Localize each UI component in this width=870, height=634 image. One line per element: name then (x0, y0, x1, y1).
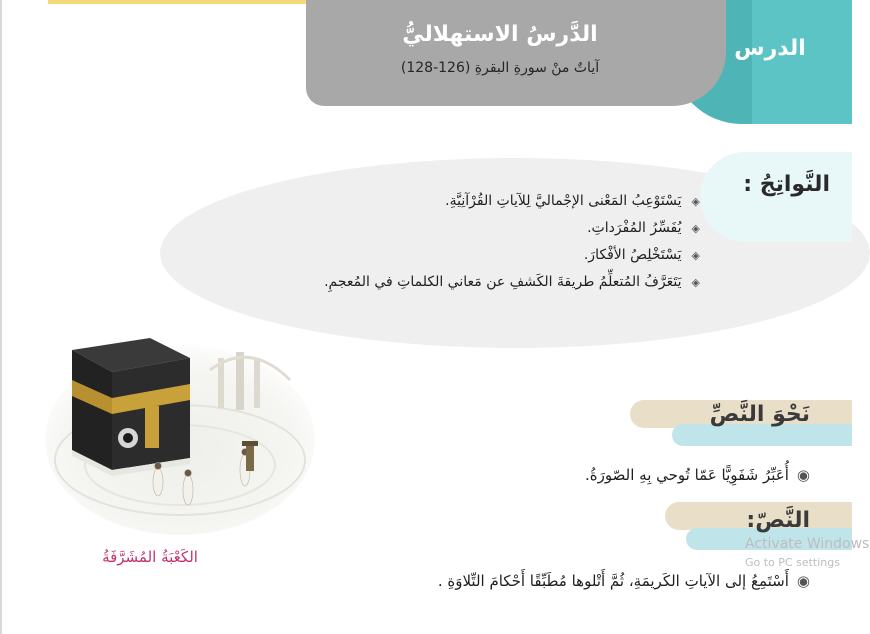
activate-windows-subtitle[interactable]: Go to PC settings (745, 556, 840, 569)
diamond-bullet-icon: ◈ (691, 249, 700, 262)
circle-bullet-icon: ◉ (796, 466, 810, 484)
outcome-text: يُفَسِّرُ المُفْرَداتِ. (587, 220, 682, 236)
lesson-banner (306, 0, 726, 106)
outcomes-title: النَّواتِجُ : (743, 172, 830, 197)
list-item (220, 215, 700, 242)
outcome-text: يَتَعَرَّفُ المُتعلِّمُ طريقةَ الكَشفِ عن مَعاني الكلماتِ في المُعجمِ. (324, 274, 682, 290)
section-title-text: النَّصّ: (746, 508, 810, 533)
diamond-bullet-icon: ◈ (691, 195, 700, 208)
outcome-text: يَسْتَوْعِبُ المَعْنى الإجْماليَّ لِلآياتِ القُرْآنِيَّةِ. (445, 193, 682, 209)
outcomes-list (220, 188, 700, 296)
toward-text-label: أُعَبِّرُ شَفَوِيًّا عَمّا تُوحي بِهِ الصّورَةُ. (585, 466, 789, 484)
text-listen-label: أَسْتَمِعُ إلى الآياتِ الكَريمَةِ، ثُمَّ أَتْلوها مُطَبِّقًا أَحْكامَ التِّلاوَةِ . (437, 572, 789, 590)
section-header-accent (672, 424, 852, 446)
kaaba-illustration (40, 310, 315, 540)
text-listen-item (300, 572, 810, 590)
section-title-toward-text: نَحْوَ النَّصِّ (709, 402, 810, 427)
toward-text-item (420, 466, 810, 484)
kaaba-image (40, 310, 315, 540)
outcome-text: يَسْتَخْلِصُ الأفْكارَ. (583, 247, 682, 263)
outcomes-tab (700, 152, 852, 242)
list-item (220, 188, 700, 215)
activate-windows-title[interactable]: Activate Windows (745, 536, 870, 552)
list-item (220, 242, 700, 269)
lesson-subtitle: آياتٌ منْ سورةِ البقرةِ (126-128) (400, 60, 600, 76)
lesson-title: الدَّرسُ الاستهلاليُّ (402, 22, 598, 47)
diamond-bullet-icon: ◈ (691, 222, 700, 235)
illustration-caption: الكَعْبَةُ المُشَرَّفَةُ (102, 548, 198, 566)
circle-bullet-icon: ◉ (796, 572, 810, 590)
page-edge (0, 0, 2, 634)
list-item (220, 269, 700, 296)
diamond-bullet-icon: ◈ (691, 276, 700, 289)
lesson-label: الدرس (734, 36, 806, 61)
